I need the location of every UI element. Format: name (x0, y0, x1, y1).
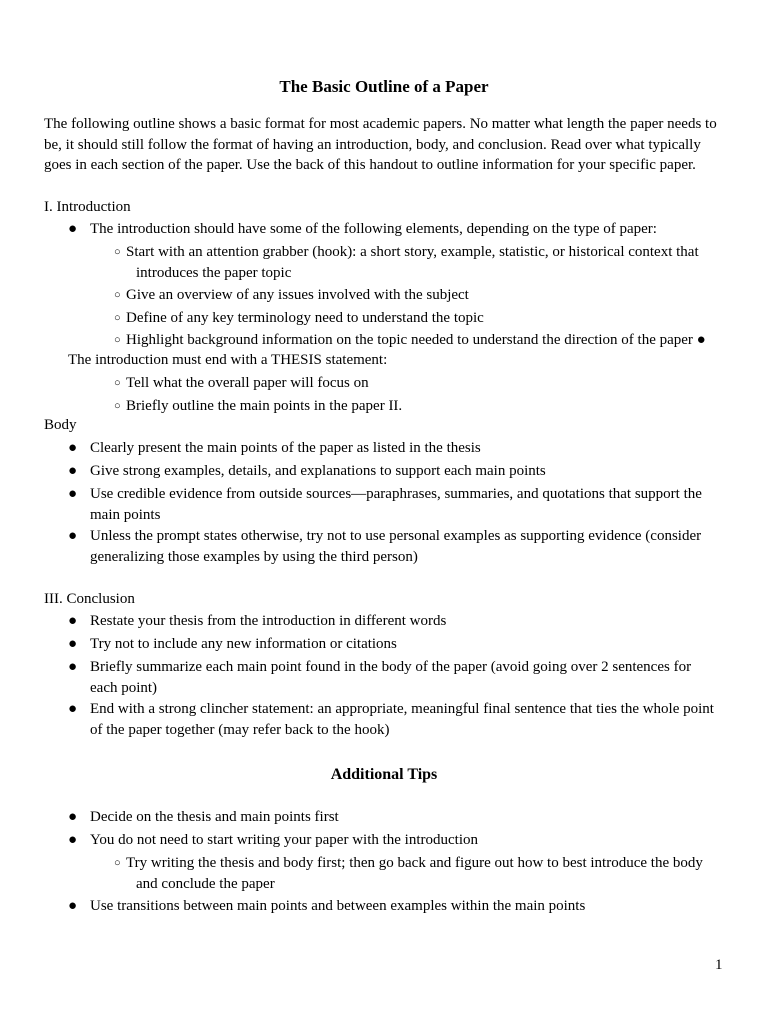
circle-bullet-icon: ○ (114, 334, 121, 346)
sub-list-item: ○ Try writing the thesis and body first; then go back and figure out how to best introduce the body and conclude the paper (114, 855, 703, 892)
bullet-icon: ● (68, 486, 78, 502)
sub-list-item: ○ Define of any key terminology need to understand the topic (114, 308, 724, 329)
bullet-icon: ● (68, 440, 78, 456)
circle-bullet-icon: ○ (114, 857, 121, 869)
circle-bullet-icon: ○ (114, 312, 121, 324)
list-item: ● Restate your thesis from the introduction in different words (68, 611, 718, 632)
list-item: ● Give strong examples, details, and explanations to support each main points (68, 461, 718, 482)
bullet-icon: ● (68, 832, 78, 848)
circle-bullet-icon: ○ (114, 400, 121, 412)
circle-bullet-icon: ○ (114, 377, 121, 389)
intro-paragraph: The following outline shows a basic format for most academic papers. No matter what length the paper needs to be, it should still follow the format of having an introduction, body, and conclusion. Read over what typically goes in each section of the paper. Use the back of this handout to outline information for your specific paper. (44, 116, 717, 173)
sub-list-item: ○ Tell what the overall paper will focus on (114, 373, 724, 394)
section-heading-introduction: I. Introduction (44, 199, 131, 215)
thesis-line: The introduction must end with a THESIS statement: (68, 352, 388, 368)
list-item: ● Briefly summarize each main point found in the body of the paper (avoid going over 2 sentences for each point) (68, 659, 692, 696)
bullet-icon: ● (68, 463, 78, 479)
sub-list-item: ○ Briefly outline the main points in the paper II. (114, 396, 724, 417)
list-item: ● You do not need to start writing your paper with the introduction (68, 830, 718, 851)
circle-bullet-icon: ○ (114, 246, 121, 258)
list-item: ● Unless the prompt states otherwise, try not to use personal examples as supporting evidence (consider generalizing those examples by using the third person) (68, 528, 702, 565)
sub-list-item: ○ Highlight background information on the topic needed to understand the direction of the paper ● (114, 330, 764, 351)
list-item: ● Try not to include any new information or citations (68, 634, 718, 655)
sub-list-item: ○ Start with an attention grabber (hook): a short story, example, statistic, or historical context that introduces the paper topic (114, 244, 699, 281)
sub-list-item: ○ Give an overview of any issues involved with the subject (114, 285, 724, 306)
list-item: ● Use transitions between main points and between examples within the main points (68, 896, 718, 917)
list-item: ● The introduction should have some of the following elements, depending on the type of paper: (68, 219, 718, 240)
bullet-icon: ● (68, 221, 78, 237)
bullet-icon: ● (68, 701, 78, 717)
list-item: ● Decide on the thesis and main points first (68, 807, 718, 828)
page-title: The Basic Outline of a Paper (279, 77, 489, 96)
bullet-icon: ● (68, 659, 78, 675)
section-heading-conclusion: III. Conclusion (44, 591, 135, 607)
bullet-icon: ● (68, 528, 78, 544)
bullet-icon: ● (68, 898, 78, 914)
section-heading-body: Body (44, 417, 77, 433)
bullet-icon: ● (68, 613, 78, 629)
bullet-icon: ● (68, 809, 78, 825)
list-item: ● End with a strong clincher statement: an appropriate, meaningful final sentence that ties the whole point of the paper together (may refer back to the hook) (68, 701, 714, 738)
page-number: 1 (715, 957, 723, 973)
list-item: ● Clearly present the main points of the paper as listed in the thesis (68, 438, 718, 459)
bullet-icon: ● (68, 636, 78, 652)
list-item: ● Use credible evidence from outside sources—paraphrases, summaries, and quotations that support the main points (68, 486, 702, 523)
tips-heading: Additional Tips (330, 766, 438, 783)
circle-bullet-icon: ○ (114, 289, 121, 301)
